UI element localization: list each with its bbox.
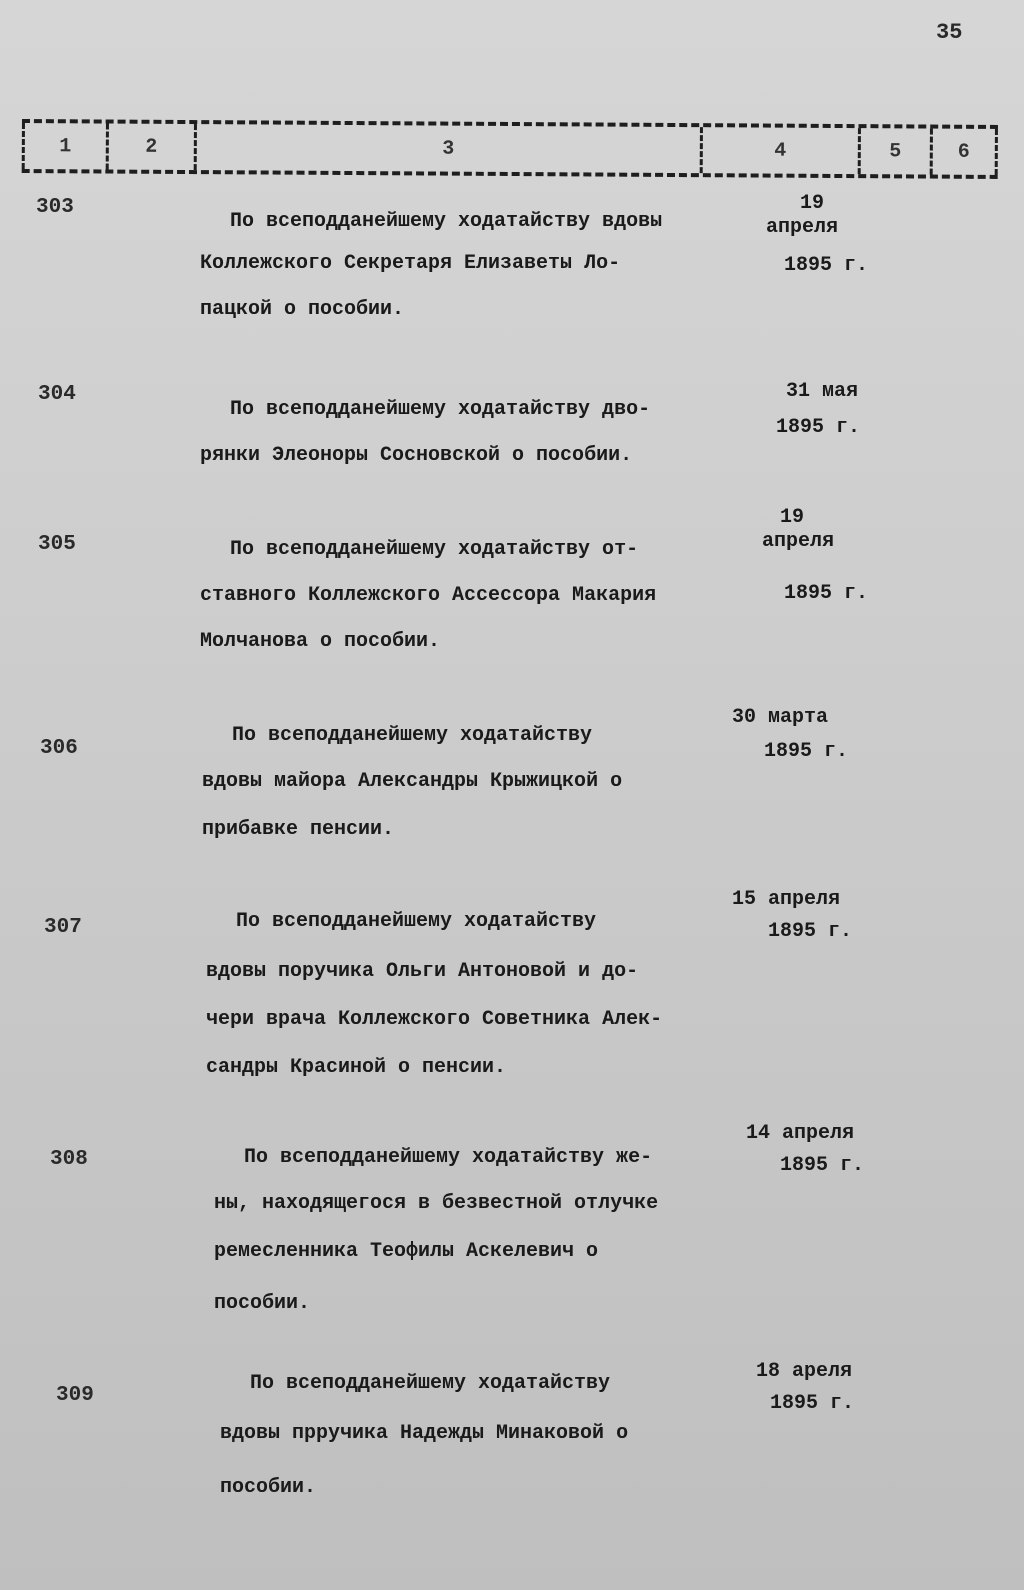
page-number: 35 — [936, 20, 963, 45]
entry-line: По всеподданейшему ходатайству от- — [230, 538, 639, 561]
entry-line: По всеподданейшему ходатайству — [236, 910, 597, 933]
date-month: апреля — [766, 216, 839, 239]
column-header-2: 2 — [106, 124, 194, 171]
column-header-4: 4 — [700, 127, 858, 174]
date-day-month: 18 ареля — [756, 1360, 853, 1383]
entry-line: пособии. — [214, 1292, 311, 1315]
entry-line: По всеподданейшему ходатайству — [232, 724, 593, 747]
entry-line: рянки Элеоноры Сосновской о пособии. — [200, 444, 633, 467]
entry-number: 306 — [40, 737, 78, 760]
entry-line: Коллежского Секретаря Елизаветы Ло- — [200, 252, 621, 275]
entry-line: ремесленника Теофилы Аскелевич о — [214, 1240, 599, 1263]
entry-line: По всеподданейшему ходатайству дво- — [230, 398, 651, 421]
entry-line: ставного Коллежского Ассессора Макария — [200, 584, 657, 607]
entry-number: 307 — [44, 916, 82, 939]
entry-line: сандры Красиной о пенсии. — [206, 1056, 507, 1079]
date-day-month: 31 мая — [786, 380, 859, 403]
date-day: 19 — [800, 192, 825, 215]
entry-line: чери врача Коллежского Советника Алек- — [206, 1008, 663, 1031]
date-year: 1895 г. — [780, 1154, 865, 1177]
column-header-6: 6 — [930, 129, 998, 175]
entry-line: вдовы поручика Ольги Антоновой и до- — [206, 960, 639, 983]
entry-line: По всеподданейшему ходатайству же- — [244, 1146, 653, 1169]
date-year: 1895 г. — [784, 582, 869, 605]
column-header-1: 1 — [22, 123, 106, 170]
entry-line: пацкой о пособии. — [200, 298, 405, 321]
entry-number: 308 — [50, 1148, 88, 1171]
date-year: 1895 г. — [770, 1392, 855, 1415]
entry-line: По всеподданейшему ходатайству вдовы — [230, 210, 663, 233]
entry-line: пособии. — [220, 1476, 317, 1499]
entry-line: ны, находящегося в безвестной отлучке — [214, 1192, 659, 1215]
entry-line: По всеподданейшему ходатайству — [250, 1372, 611, 1395]
entry-line: Молчанова о пособии. — [200, 630, 441, 653]
entry-line: вдовы майора Александры Крыжицкой о — [202, 770, 623, 793]
entry-number: 309 — [56, 1384, 94, 1407]
date-year: 1895 г. — [764, 740, 849, 763]
column-header-table — [22, 119, 998, 179]
entry-line: прибавке пенсии. — [202, 818, 395, 841]
entry-line: вдовы прручика Надежды Минаковой о — [220, 1422, 629, 1445]
date-day-month: 30 марта — [732, 706, 829, 729]
date-year: 1895 г. — [784, 254, 869, 277]
date-day-month: 15 апреля — [732, 888, 841, 911]
entry-number: 305 — [38, 533, 76, 556]
entry-number: 304 — [38, 383, 76, 406]
date-day: 19 — [780, 506, 805, 529]
date-year: 1895 г. — [768, 920, 853, 943]
date-year: 1895 г. — [776, 416, 861, 439]
entry-number: 303 — [36, 196, 74, 219]
column-header-3: 3 — [194, 124, 700, 173]
column-header-5: 5 — [858, 128, 930, 174]
date-day-month: 14 апреля — [746, 1122, 855, 1145]
date-month: апреля — [762, 530, 835, 553]
